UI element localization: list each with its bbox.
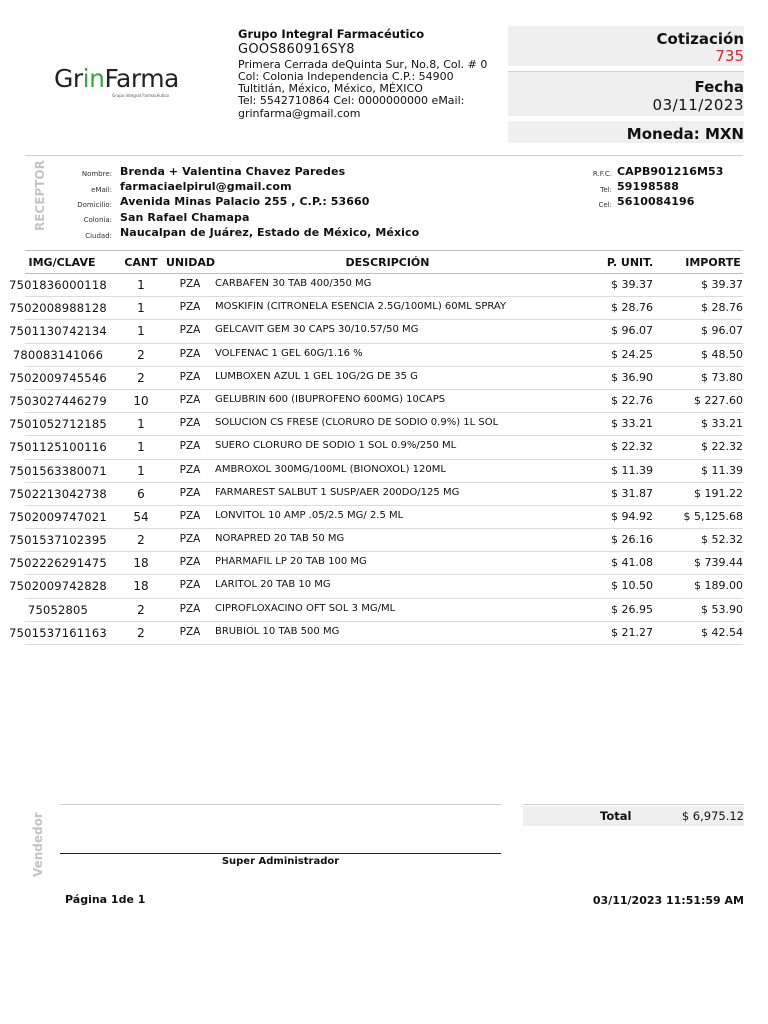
table-row: [0, 320, 768, 343]
cell-importe: $ 739.44: [694, 556, 743, 570]
company-address-3: Tultitlán, México, México, MÉXICO: [238, 82, 423, 96]
company-name: Grupo Integral Farmacéutico: [238, 27, 425, 41]
total-value: $ 6,975.12: [681, 809, 744, 823]
cell-descripcion: BRUBIOL 10 TAB 500 MG: [215, 625, 340, 637]
company-logo: [54, 66, 194, 106]
receptor-top-divider: [25, 155, 743, 156]
logo-in: in: [82, 64, 105, 93]
receptor-section-label: RECEPTOR: [33, 160, 47, 231]
cell-unidad: PZA: [179, 533, 201, 546]
th-descripcion: DESCRIPCIÓN: [345, 256, 430, 269]
logo-tagline: Grupo Integral Farmacéutico: [112, 93, 170, 98]
cell-punit: $ 36.90: [611, 370, 653, 384]
company-rfc: GOOS860916SY8: [238, 42, 355, 58]
cell-importe: $ 22.32: [701, 440, 743, 454]
tel-label: Tel:: [600, 186, 612, 194]
signature-line: [60, 853, 501, 854]
table-row: [0, 367, 768, 390]
cell-clave: 75052805: [27, 602, 89, 617]
cell-importe: $ 73.80: [701, 370, 743, 384]
cell-punit: $ 24.25: [611, 347, 653, 361]
vendedor-section-label: Vendedor: [31, 812, 45, 877]
cell-cant: 54: [133, 509, 149, 524]
logo-farma: Farma: [104, 64, 179, 93]
cell-clave: 7501052712185: [9, 417, 107, 432]
cell-cant: 2: [137, 602, 145, 617]
cell-cant: 1: [137, 324, 145, 339]
cell-punit: $ 22.76: [611, 393, 653, 407]
cell-descripcion: NORAPRED 20 TAB 50 MG: [215, 533, 345, 545]
th-unidad: UNIDAD: [166, 256, 216, 269]
print-timestamp: 03/11/2023 11:51:59 AM: [592, 894, 744, 907]
cell-punit: $ 26.16: [611, 533, 653, 547]
cell-punit: $ 11.39: [611, 463, 653, 477]
cell-cant: 6: [137, 486, 145, 501]
cell-unidad: PZA: [179, 347, 201, 360]
table-row: [0, 436, 768, 459]
cell-clave: 7501563380071: [9, 463, 107, 478]
cell-cant: 2: [137, 533, 145, 548]
moneda-box: [508, 121, 744, 143]
cell-clave: 7501125100116: [9, 440, 107, 455]
cell-unidad: PZA: [179, 556, 201, 569]
th-punit: P. UNIT.: [606, 256, 654, 269]
cotizacion-label: Cotización: [656, 30, 744, 48]
cell-importe: $ 48.50: [701, 347, 743, 361]
cell-punit: $ 26.95: [611, 602, 653, 616]
table-row: [0, 344, 768, 367]
cell-descripcion: GELUBRIN 600 (IBUPROFENO 600MG) 10CAPS: [215, 393, 446, 405]
cell-clave: 7501537102395: [9, 533, 107, 548]
cell-descripcion: AMBROXOL 300MG/100ML (BIONOXOL) 120ML: [215, 463, 446, 475]
cel-label: Cel:: [598, 201, 612, 209]
cell-clave: 7501130742134: [9, 324, 107, 339]
cell-punit: $ 22.32: [611, 440, 653, 454]
cell-importe: $ 11.39: [701, 463, 743, 477]
cell-unidad: PZA: [179, 301, 201, 314]
cell-unidad: PZA: [179, 463, 201, 476]
fecha-box: [508, 72, 744, 116]
cell-importe: $ 191.22: [694, 486, 743, 500]
cell-unidad: PZA: [179, 486, 201, 499]
table-row: [0, 506, 768, 529]
cell-punit: $ 21.27: [611, 625, 653, 639]
cell-descripcion: GELCAVIT GEM 30 CAPS 30/10.57/50 MG: [215, 324, 419, 336]
table-row: [0, 529, 768, 552]
cell-descripcion: VOLFENAC 1 GEL 60G/1.16 %: [215, 347, 363, 359]
vendedor-name: Super Administrador: [221, 856, 340, 867]
cell-importe: $ 28.76: [701, 301, 743, 315]
cell-clave: 7502009745546: [9, 370, 107, 385]
cell-cant: 10: [133, 393, 149, 408]
cell-importe: $ 5,125.68: [683, 509, 743, 523]
cell-cant: 2: [137, 625, 145, 640]
cell-descripcion: LUMBOXEN AZUL 1 GEL 10G/2G DE 35 G: [215, 370, 418, 382]
colonia-label: Colonia:: [83, 216, 112, 224]
table-row: [0, 483, 768, 506]
company-address-1: Primera Cerrada deQuinta Sur, No.8, Col. # 0: [238, 57, 488, 71]
cell-importe: $ 42.54: [701, 625, 743, 639]
total-top-divider: [523, 804, 744, 805]
cell-clave: 7502009742828: [9, 579, 107, 594]
tel-value: 59198588: [617, 180, 680, 193]
cell-unidad: PZA: [179, 440, 201, 453]
cell-descripcion: CIPROFLOXACINO OFT SOL 3 MG/ML: [215, 602, 396, 614]
cell-punit: $ 10.50: [611, 579, 653, 593]
ciudad-label: Ciudad:: [85, 232, 112, 240]
row-divider: [25, 644, 743, 645]
cell-punit: $ 41.08: [611, 556, 653, 570]
page-number: Página 1de 1: [65, 893, 146, 906]
cel-value: 5610084196: [617, 195, 695, 208]
domicilio-label: Domicilio:: [77, 201, 112, 209]
cell-unidad: PZA: [179, 625, 201, 638]
cell-clave: 7502008988128: [9, 301, 107, 316]
domicilio-value: Avenida Minas Palacio 255 , C.P.: 53660: [120, 195, 370, 208]
company-email: grinfarma@gmail.com: [238, 106, 361, 120]
cell-clave: 7501836000118: [9, 278, 107, 292]
cell-descripcion: SOLUCION CS FRESE (CLORURO DE SODIO 0.9%) 1L SOL: [215, 417, 499, 429]
ciudad-value: Naucalpan de Juárez, Estado de México, México: [120, 226, 420, 239]
company-address-2: Col: Colonia Independencia C.P.: 54900: [238, 69, 454, 83]
nombre-value: Brenda + Valentina Chavez Paredes: [120, 165, 346, 178]
cell-unidad: PZA: [179, 393, 201, 406]
rfc-label: R.F.C.: [592, 170, 612, 178]
total-label: Total: [600, 809, 632, 823]
cell-clave: 7502226291475: [9, 556, 107, 571]
cell-cant: 1: [137, 278, 145, 292]
cell-cant: 1: [137, 463, 145, 478]
cell-unidad: PZA: [179, 509, 201, 522]
cell-descripcion: PHARMAFIL LP 20 TAB 100 MG: [215, 556, 367, 568]
company-info: [238, 28, 508, 120]
email-label: eMail:: [91, 186, 112, 194]
cell-cant: 2: [137, 370, 145, 385]
table-row: [0, 460, 768, 483]
cell-importe: $ 227.60: [694, 393, 743, 407]
th-importe: IMPORTE: [685, 256, 741, 269]
logo-wordmark: [54, 66, 194, 92]
cell-importe: $ 52.32: [701, 533, 743, 547]
cell-unidad: PZA: [179, 324, 201, 337]
th-cant: CANT: [124, 256, 158, 269]
table-row: [0, 274, 768, 297]
cell-clave: 7501537161163: [9, 625, 107, 640]
cell-unidad: PZA: [179, 278, 201, 290]
company-contact: Tel: 5542710864 Cel: 0000000000 eMail:: [238, 94, 465, 108]
cell-punit: $ 96.07: [611, 324, 653, 338]
cell-punit: $ 94.92: [611, 509, 653, 523]
table-body: [0, 274, 768, 645]
cell-descripcion: CARBAFEN 30 TAB 400/350 MG: [215, 278, 372, 289]
cell-cant: 1: [137, 417, 145, 432]
cell-unidad: PZA: [179, 417, 201, 430]
cell-descripcion: SUERO CLORURO DE SODIO 1 SOL 0.9%/250 ML: [215, 440, 457, 452]
cell-importe: $ 53.90: [701, 602, 743, 616]
cell-descripcion: LARITOL 20 TAB 10 MG: [215, 579, 331, 591]
cell-cant: 2: [137, 347, 145, 362]
cotizacion-box: [508, 26, 744, 66]
table-row: [0, 622, 768, 645]
rfc-value: CAPB901216M53: [617, 165, 724, 178]
cell-clave: 780083141066: [12, 347, 104, 362]
colonia-value: San Rafael Chamapa: [120, 211, 250, 224]
th-clave: IMG/CLAVE: [28, 256, 96, 269]
fecha-label: Fecha: [694, 78, 744, 96]
table-top-divider: [25, 250, 743, 251]
cell-unidad: PZA: [179, 370, 201, 383]
table-row: [0, 552, 768, 575]
cell-punit: $ 31.87: [611, 486, 653, 500]
nombre-label: Nombre:: [81, 170, 112, 178]
vendedor-top-divider: [60, 804, 502, 805]
table-row: [0, 390, 768, 413]
cell-clave: 7502213042738: [9, 486, 107, 501]
cell-cant: 18: [133, 556, 149, 571]
cell-punit: $ 33.21: [611, 417, 653, 431]
cell-cant: 1: [137, 440, 145, 455]
cotizacion-number: 735: [715, 47, 744, 65]
moneda-value: Moneda: MXN: [626, 125, 744, 143]
table-row: [0, 599, 768, 622]
cell-importe: $ 189.00: [694, 579, 743, 593]
email-value: farmaciaelpirul@gmail.com: [120, 180, 292, 193]
table-row: [0, 413, 768, 436]
cell-importe: $ 39.37: [701, 278, 743, 291]
fecha-value: 03/11/2023: [652, 96, 744, 114]
cell-descripcion: LONVITOL 10 AMP .05/2.5 MG/ 2.5 ML: [215, 509, 404, 521]
cell-importe: $ 96.07: [701, 324, 743, 338]
cell-punit: $ 39.37: [611, 278, 653, 291]
cell-descripcion: FARMAREST SALBUT 1 SUSP/AER 200DO/125 MG: [215, 486, 460, 498]
cell-clave: 7502009747021: [9, 509, 107, 524]
cell-cant: 18: [133, 579, 149, 594]
table-row: [0, 297, 768, 320]
cell-clave: 7503027446279: [9, 393, 107, 408]
cell-punit: $ 28.76: [611, 301, 653, 315]
table-row: [0, 575, 768, 598]
cell-unidad: PZA: [179, 579, 201, 592]
cell-cant: 1: [137, 301, 145, 316]
cell-descripcion: MOSKIFIN (CITRONELA ESENCIA 2.5G/100ML) 60ML SPRAY: [215, 301, 507, 313]
cell-importe: $ 33.21: [701, 417, 743, 431]
cell-unidad: PZA: [179, 602, 201, 615]
logo-gr: Gr: [54, 64, 83, 93]
